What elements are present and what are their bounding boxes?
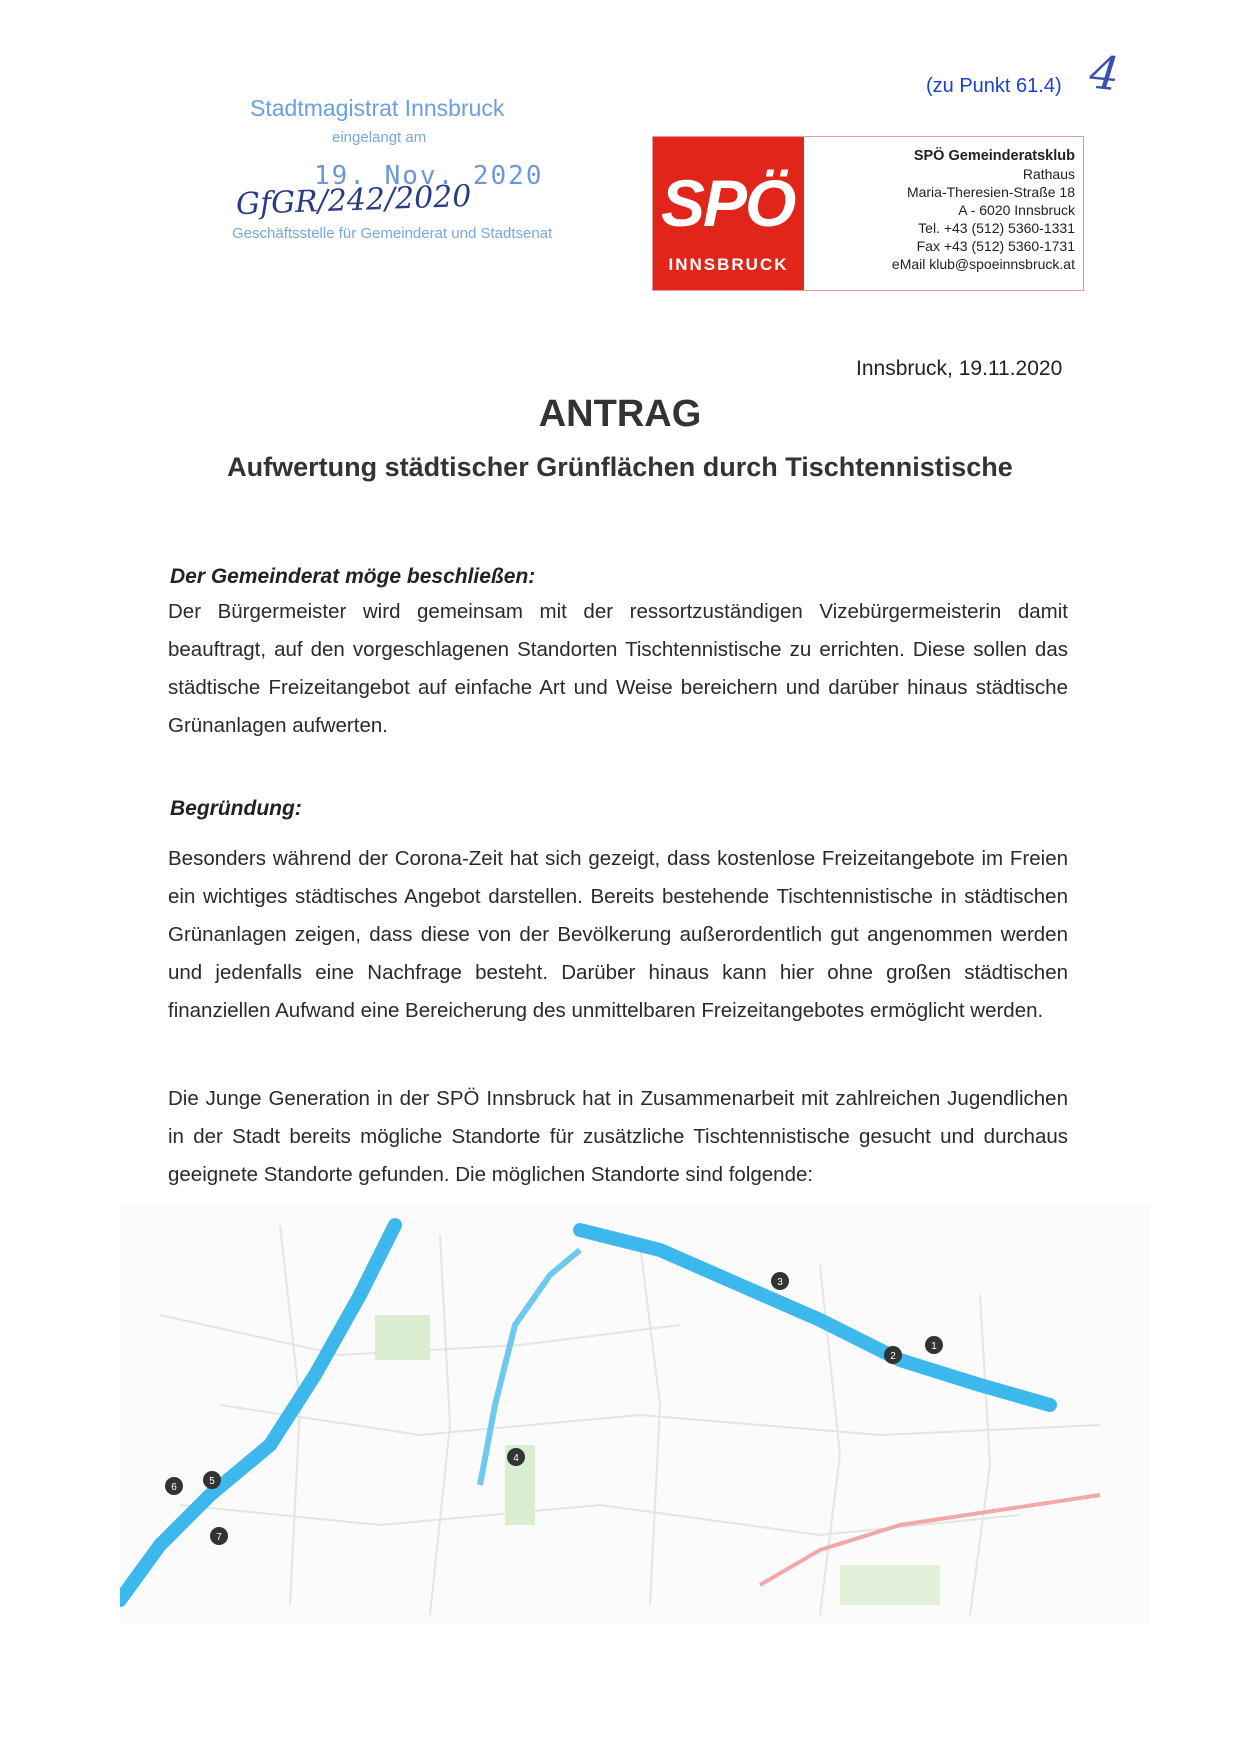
map-marker-1 (925, 1336, 943, 1354)
motion-heading: Der Gemeinderat möge beschließen: (170, 565, 536, 588)
fax: Fax +43 (512) 5360-1731 (916, 238, 1075, 254)
place-date: Innsbruck, 19.11.2020 (856, 357, 1063, 380)
marker-label-1: 1 (931, 1341, 937, 1352)
justification-heading: Begründung: (170, 797, 302, 820)
email: eMail klub@spoeinnsbruck.at (891, 256, 1075, 272)
street: Maria-Theresien-Straße 18 (906, 184, 1075, 200)
map-marker-7 (210, 1527, 228, 1545)
justification-paragraph-1: Besonders während der Corona-Zeit hat sich gezeigt, dass kostenlose Freizeitangebote im Freien ein wichtiges städtisches Angebot darstellen. Bereits bestehende Tischtennistische in städtischen Grünanlagen zeigen, dass diese von der Bevölkerung außerordentlich gut angenommen werden und jedenfalls eine Nachfrage besteht. Darüber hinaus kann hier ohne großen städtischen finanziellen Aufwand eine Bereicherung des unmittelbaren Freizeitangebotes ermöglicht werden. (168, 847, 1068, 1022)
marker-label-4: 4 (513, 1453, 519, 1464)
marker-label-3: 3 (777, 1277, 783, 1288)
club-name: SPÖ Gemeinderatsklub (913, 148, 1075, 164)
map-marker-6 (165, 1477, 183, 1495)
map-marker-3 (771, 1272, 789, 1290)
agenda-reference: (zu Punkt 61.4) (926, 75, 1062, 97)
phone: Tel. +43 (512) 5360-1331 (918, 220, 1075, 236)
handwritten-page-number: 4 (1087, 44, 1123, 102)
document-subtitle: Aufwertung städtischer Grünflächen durch Tischtennistische (227, 452, 1013, 482)
stamp-received-label: eingelangt am (332, 129, 427, 146)
letterhead (652, 136, 1084, 291)
stamp-department: Geschäftsstelle für Gemeinderat und Stadtsenat (232, 225, 553, 242)
marker-label-6: 6 (171, 1482, 177, 1493)
location-map (120, 1205, 1150, 1625)
logo-main-text: SPÖ (661, 166, 795, 240)
map-marker-4 (507, 1448, 525, 1466)
motion-text: Der Bürgermeister wird gemeinsam mit der ressortzuständigen Vizebürgermeisterin damit beauftragt, auf den vorgeschlagenen Standorten Tischtennistische zu errichten. Diese sollen das städtische Freizeitangebot auf einfache Art und Weise bereichern und darüber hinaus städtische Grünanlagen aufwerten. (168, 600, 1068, 737)
city: A - 6020 Innsbruck (958, 202, 1075, 218)
map-marker-2 (884, 1346, 902, 1364)
building: Rathaus (1022, 166, 1075, 182)
marker-label-5: 5 (209, 1476, 215, 1487)
spoe-logo (653, 137, 804, 290)
stamp-organization: Stadtmagistrat Innsbruck (250, 95, 505, 121)
marker-label-2: 2 (890, 1351, 896, 1362)
stamp-date: 19. Nov. 2020 (314, 161, 544, 191)
justification-paragraph-2: Die Junge Generation in der SPÖ Innsbruck hat in Zusammenarbeit mit zahlreichen Jugendlichen in der Stadt bereits mögliche Standorte für zusätzliche Tischtennistische gesucht und durchaus geeignete Standorte gefunden. Die möglichen Standorte sind folgende: (168, 1087, 1068, 1186)
map-marker-5 (203, 1471, 221, 1489)
document-title: ANTRAG (538, 393, 702, 435)
contact-block (892, 147, 1075, 273)
logo-sub-text: INNSBRUCK (668, 255, 789, 274)
stamp-reference: GfGR/242/2020 (235, 178, 472, 223)
marker-label-7: 7 (216, 1532, 222, 1543)
